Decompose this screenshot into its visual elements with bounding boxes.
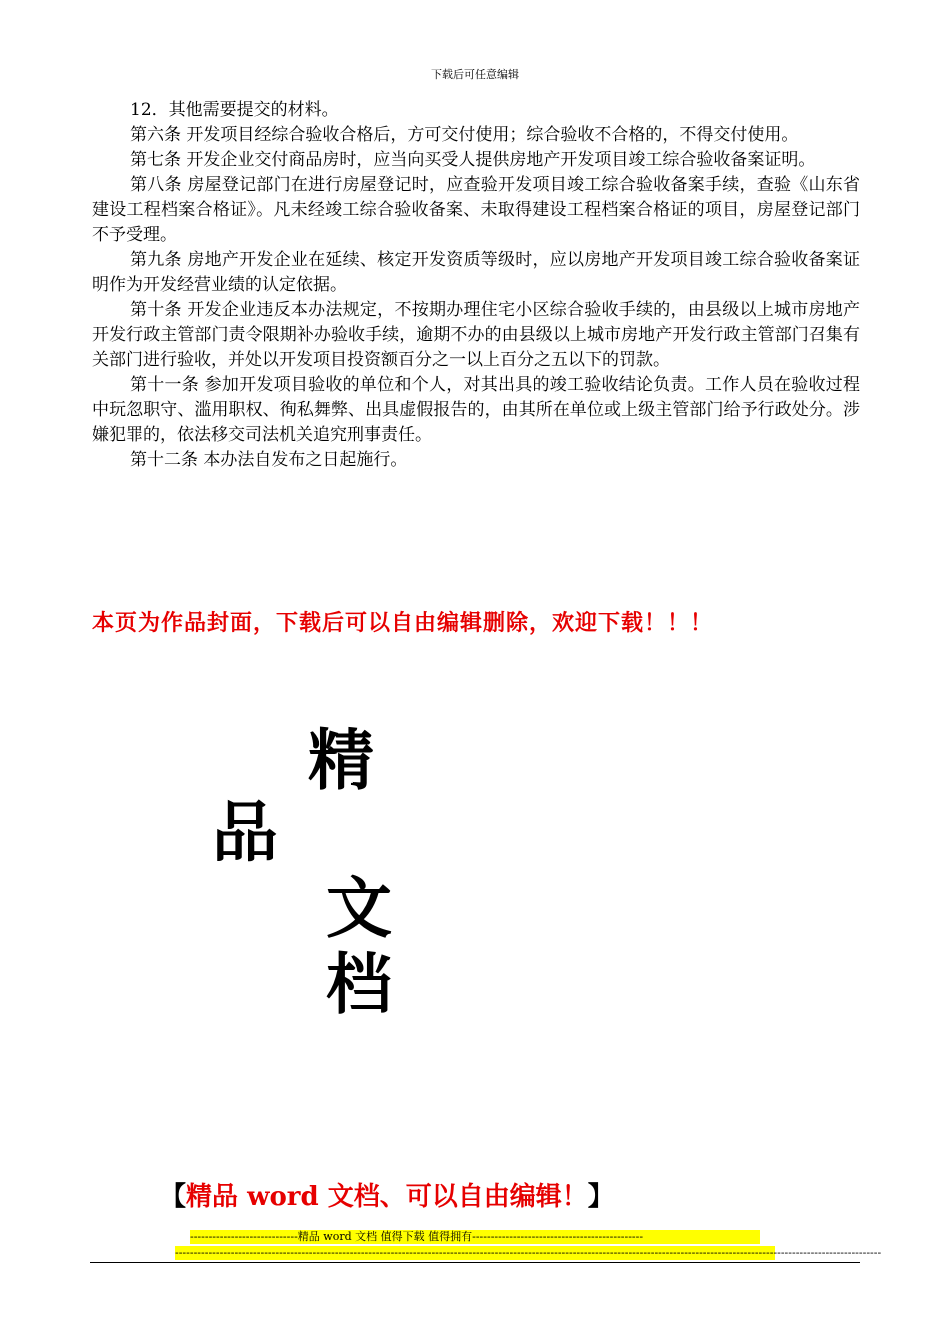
paragraph-article-11: 第十一条 参加开发项目验收的单位和个人，对其出具的竣工验收结论负责。工作人员在验收过程中玩忽职守、滥用职权、徇私舞弊、出具虚假报告的，由其所在单位或上级主管部门给予行政处分。涉嫌犯罪的，依法移交司法机关追究刑事责任。 <box>92 375 860 445</box>
paragraph-item-12: 12．其他需要提交的材料。 <box>130 100 339 120</box>
paragraph-article-12: 第十二条 本办法自发布之日起施行。 <box>130 450 408 470</box>
paragraph-article-9: 第九条 房地产开发企业在延续、核定开发资质等级时，应以房地产开发项目竣工综合验收备案证明作为开发经营业绩的认定依据。 <box>92 250 860 295</box>
cover-notice: 本页为作品封面，下载后可以自由编辑删除，欢迎下载！！！ <box>92 611 714 636</box>
cover-char-pin: 品 <box>212 794 278 871</box>
cover-char-wen: 文 <box>326 870 392 947</box>
tagline-open-bracket: 【 <box>160 1182 187 1212</box>
tagline-close-bracket: 】 <box>587 1182 614 1212</box>
page-header: 下载后可任意编辑 <box>431 68 519 81</box>
cover-char-jing: 精 <box>308 722 374 799</box>
document-body <box>92 98 860 473</box>
tagline-text: 精品 word 文档、可以自由编辑！ <box>186 1182 588 1212</box>
paragraph-article-7: 第七条 开发企业交付商品房时，应当向买受人提供房地产开发项目竣工综合验收备案证明。 <box>130 150 816 170</box>
paragraph-article-10: 第十条 开发企业违反本办法规定，不按期办理住宅小区综合验收手续的，由县级以上城市房地产开发行政主管部门责令限期补办验收手续，逾期不办的由县级以上城市房地产开发行政主管部门召集有关部门进行验收，并处以开发项目投资额百分之一以上百分之五以下的罚款。 <box>92 300 860 370</box>
footer-divider <box>90 1262 860 1263</box>
footer-banner-line2: ---------------------------------------------------------------------------------------------------------------------------------------------------------------------------------------------- <box>175 1246 882 1259</box>
paragraph-article-6: 第六条 开发项目经综合验收合格后，方可交付使用；综合验收不合格的，不得交付使用。 <box>130 125 799 145</box>
footer-banner-line1: -----------------------------精品 word 文档 值得下载 值得拥有---------------------------------------------- <box>190 1230 760 1244</box>
cover-char-dang: 档 <box>326 946 392 1023</box>
paragraph-article-8: 第八条 房屋登记部门在进行房屋登记时，应查验开发项目竣工综合验收备案手续，查验《山东省建设工程档案合格证》。凡未经竣工综合验收备案、未取得建设工程档案合格证的项目，房屋登记部门不予受理。 <box>92 175 860 245</box>
tagline <box>160 1176 614 1213</box>
